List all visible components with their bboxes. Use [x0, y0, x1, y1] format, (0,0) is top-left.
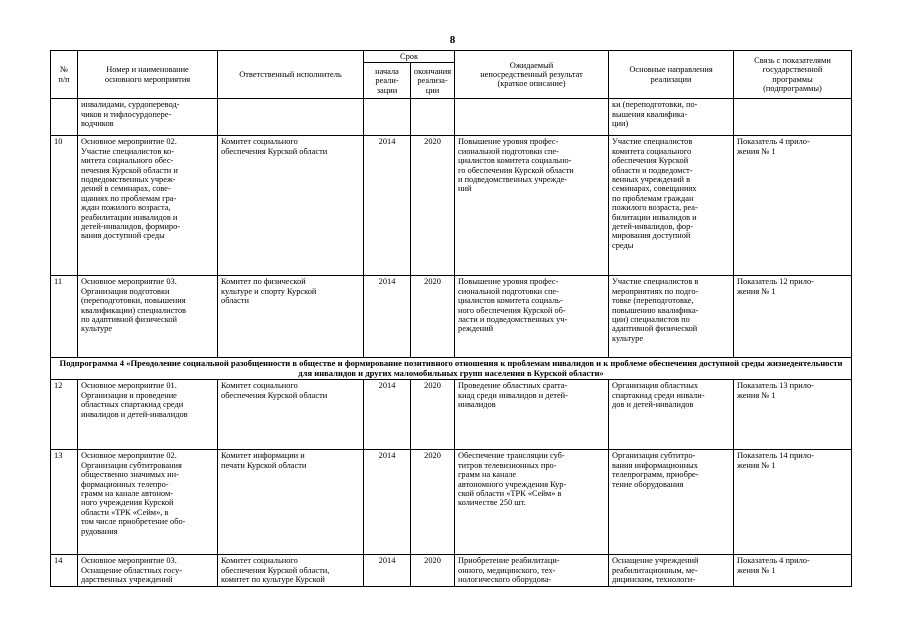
cell-name: Основное мероприятие 03. Оснащение областных госу- дарственных учреждений — [78, 555, 218, 587]
cell-start: 2014 — [364, 136, 411, 276]
subprogram-row — [51, 358, 852, 380]
cell-num: 10 — [51, 136, 78, 276]
cell-num: 14 — [51, 555, 78, 587]
cell-executor: Комитет социального обеспечения Курской области — [218, 136, 364, 276]
cell-num: 13 — [51, 450, 78, 555]
cell-directions: Организация субтитро- вания информационных телепрограмм, приобре- тение оборудования — [609, 450, 734, 555]
cell-name: Основное мероприятие 02. Участие специалистов ко- митета социального обес- печения Курской области и подведомственных учреж- дений в семинарах, сове- щаниях по проблемам гра- ждан пожилого возраста, реабилитации инвалидов и детей-инвалидов, формиро- вания доступной среды — [78, 136, 218, 276]
cell-name: Основное мероприятие 03. Организация подготовки (переподготовки, повышения квалификации) специалистов по адаптивной физической культуре — [78, 276, 218, 358]
cell-end — [411, 99, 455, 136]
table-row — [51, 450, 852, 555]
page-number: 8 — [449, 34, 456, 46]
table-row — [51, 276, 852, 358]
table-row — [51, 380, 852, 450]
cell-result: Приобретение реабилитаци- онного, медицинского, тех- нологического оборудова- — [455, 555, 609, 587]
cell-end: 2020 — [411, 380, 455, 450]
cell-link: Показатель 14 прило- жения № 1 — [734, 450, 852, 555]
cell-result: Повышение уровня профес- сиональной подготовки спе- циалистов комитета социаль- ного обеспечения Курской об- ласти и подведомственных уч- реждений — [455, 276, 609, 358]
header-start: начала реали- зации — [364, 63, 411, 99]
cell-executor — [218, 99, 364, 136]
header-name: Номер и наименование основного мероприятия — [78, 51, 218, 99]
cell-start: 2014 — [364, 555, 411, 587]
cell-result: Проведение областных сparта- киад среди инвалидов и детей- инвалидов — [455, 380, 609, 450]
cell-num — [51, 99, 78, 136]
cell-end: 2020 — [411, 276, 455, 358]
cell-link: Показатель 4 прило- жения № 1 — [734, 136, 852, 276]
cell-result: Обеспечение трансляции суб- титров телевизионных про- грамм на канале автономного учреждения Кур- ской области «ТРК «Сейм» в количестве 250 шт. — [455, 450, 609, 555]
cell-num: 12 — [51, 380, 78, 450]
header-result: Ожидаемый непосредственный результат (краткое описание) — [455, 51, 609, 99]
header-term: Срок — [364, 51, 455, 63]
header-link: Связь с показателями государственной программы (подпрограммы) — [734, 51, 852, 99]
header-end: окончания реализа- ции — [411, 63, 455, 99]
subprogram-title: Подпрограмма 4 «Преодоление социальной разобщенности в обществе и формирование позитивного отношения к проблемам инвалидов и к проблеме обеспечения доступной среды жизнедеятельности для инвалидов и других маломобильных групп населения в Курской области» — [51, 358, 852, 380]
cell-result: Повышение уровня профес- сиональной подготовки спе- циалистов комитета социально- го обеспечения Курской области и подведомственных учрежде- ний — [455, 136, 609, 276]
cell-executor: Комитет по физической культуре и спорту Курской области — [218, 276, 364, 358]
header-num: № п/п — [51, 51, 78, 99]
cell-directions: ки (переподготовки, по- вышения квалифика- ции) — [609, 99, 734, 136]
cell-end: 2020 — [411, 450, 455, 555]
cell-directions: Организация областных спартакиад среди инвали- дов и детей-инвалидов — [609, 380, 734, 450]
cell-end: 2020 — [411, 136, 455, 276]
cell-name: Основное мероприятие 01. Организация и проведение областных спартакиад среди инвалидов и детей-инвалидов — [78, 380, 218, 450]
cell-start: 2014 — [364, 276, 411, 358]
cell-link: Показатель 13 прило- жения № 1 — [734, 380, 852, 450]
cell-start — [364, 99, 411, 136]
cell-executor: Комитет социального обеспечения Курской области — [218, 380, 364, 450]
cell-start: 2014 — [364, 450, 411, 555]
cell-name: Основное мероприятие 02. Организация субтитрования общественно значимых ин- формационных телепро- грамм на канале автоном- ного учреждения Курской области «ТРК «Сейм», в том числе приобретение обо- рудования — [78, 450, 218, 555]
header-executor: Ответственный исполнитель — [218, 51, 364, 99]
header-directions: Основные направления реализации — [609, 51, 734, 99]
cell-end: 2020 — [411, 555, 455, 587]
cell-name: инвалидами, сурдоперевод- чиков и тифлосурдопере- водчиков — [78, 99, 218, 136]
activities-table — [50, 50, 852, 587]
table-row — [51, 99, 852, 136]
cell-start: 2014 — [364, 380, 411, 450]
cell-result — [455, 99, 609, 136]
cell-link: Показатель 12 прило- жения № 1 — [734, 276, 852, 358]
cell-directions: Оснащение учреждений реабилитационным, ме- дицинским, технологи- — [609, 555, 734, 587]
cell-num: 11 — [51, 276, 78, 358]
cell-link — [734, 99, 852, 136]
cell-executor: Комитет информации и печати Курской области — [218, 450, 364, 555]
table-row — [51, 136, 852, 276]
cell-directions: Участие специалистов в мероприятиях по подго- товке (переподготовке, повышению квалифика- ции) специалистов по адаптивной физической культуре — [609, 276, 734, 358]
cell-link: Показатель 4 прило- жения № 1 — [734, 555, 852, 587]
table-row — [51, 555, 852, 587]
cell-directions: Участие специалистов комитета социального обеспечения Курской области и подведомст- венных учреждений в семинарах, совещаниях по проблемам граждан пожилого возраста, реа- билитации инвалидов и детей-инвалидов, фор- мирования доступной среды — [609, 136, 734, 276]
cell-executor: Комитет социального обеспечения Курской области, комитет по культуре Курской — [218, 555, 364, 587]
